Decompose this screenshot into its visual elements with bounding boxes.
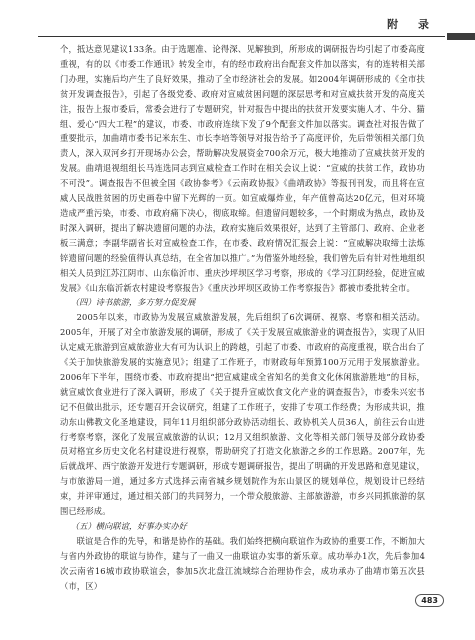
body-text [60,42,425,594]
section-label: 附 录 [387,18,437,31]
section-heading-tourism: （四）诗书旅游，多方努力促发展 [70,297,196,308]
paragraph-research-results: 个，抵达意见建议133条。由于选题准、论得深、见解独到，所形成的调研报告均引起了市委高度重视，有的以《市委工作通讯》转发全市，有的经市政府出台配套文件加以落实，有的连转相关部门办理，实施后均产生了良好效果，推动了全市经济社会的发展。如2004年调研形成的《全市扶贫开发调查报告》，引起了各级党委、政府对宣威贫困问题的深层思考和对宣威扶贫开发的高度关注，报告上报市委后，常委会进行了专题研究，针对报告中提出的扶贫开发要实施人才、牛分、猫组、爱心“四大工程”的建议，市委、市政府连续下发了9个配套文件加以落实。调查社对报告做了重要批示，加曲靖市委书记米东生、市长李培等领导对报告给予了高度评价，先后带领相关部门负责人，深入双河乡打开现场办公会，帮助解决发展资金700余万元，极大地推动了宣威扶贫开发的发展。曲靖退视组组长马连选同志到宣威检查工作时在相关会议上说：“宣威的扶贫工作，政协功不可没”。调查报告不但被全国《政协参考》《云南政协报》《曲靖政协》等报刊刊发，而且将在宣威人民战胜贫困的历史画卷中留下光辉的一页。如宣威爆炸业，年产值曾高达20亿元，但对环境造成严重污染，市委、市政府痛下决心，彻底取缔。但遗留问题较多，一个时期成为热点，政协及时深入调研，提出了解决遗留问题的办法，政府实施后效果很好，达到了主管部门、政府、企业老板三满意；李副华副省长对宣威检查工作，在市委、政府情况汇报会上说：“宣威解决取缔土法炼锌遗留问题的经验值得认真总结，在全省加以推广。”为借鉴外地经验，我们曾先后有针对性地组织相关人员到江苏江阴市、山东临沂市、重庆沙坪坝区学习考察，形成的《学习江阴经验，促进宣威发展》《山东临沂新农村建设考察报告》《重庆沙坪坝区政协工作考察报告》都被市委批转全市。 [60,44,425,293]
paragraph-liaison: 联谊是合作的先导，和谐是协作的基础。我们始终把横向联谊作为政协的重要工作，不断加大与省内外政协的联谊与协作，建与了一曲又一曲联谊办实事的新乐章。成功举办1次，先后参加4次云南省16城市政协联谊会，参加5次北盘江流域综合治理协作会，成功承办了曲靖市第五次县（市，区） [60,535,425,591]
page-header [0,0,475,46]
page-number: 483 [415,594,444,607]
header-rule [38,36,445,37]
paragraph-tourism: 2005年以来，市政协为发展宣威旅游发展，先后组织了6次调研、视察、考察和相关活动。2005年，开展了对全市旅游发展的调研，形成了《关于发展宣威旅游业的调查报告》，实现了从旧认定威无旅游到宣威旅游业大有可为认识上的跨越，引起了市委、市政府的高度重视，联合出台了《关于加快旅游发展的实施意见》；组建了工作班子，市财政每年预算100万元用于发展旅游业。2006年下半年，围绕市委、市政府提出“把宣威建成全省知名的美食文化休闲旅游胜地”的目标，就宣威饮食业进行了深入调研，形成了《关于提升宣威饮食文化产业的调查报告》，市委朱兴宏书记不但做出批示，还专题召开会议研究，组建了工作班子，安排了专项工作经费；为形成共识，推动东山佛教文化圣地建设，同年11月组织部分政协活动组长、政协机关人员36人，前往云台山进行考察考察，深化了发展宣威旅游的认识；12月又组织旅游、文化等相关部门领导及部分政协委员对格宜乡历史文化名村建设进行视察，帮助研究了打造文化旅游之乡的工作思路。2007年，先后就战坪、西宁旅游开发进行专题调研，形成专题调研报告，提出了明确的开发思路和意见建议，与市旅游局一道，通过多方式选择云南省城乡规划院作为东山景区的规划单位，规划设计已经结束，并评审通过，通过相关部门的共同努力，一个带众般旅游、主部旅游游，市乡兴同抓旅游的氛围已经形成。 [60,312,425,517]
section-heading-liaison: （五）横向联谊，好事办实办好 [70,521,187,531]
header-bar [447,33,475,40]
